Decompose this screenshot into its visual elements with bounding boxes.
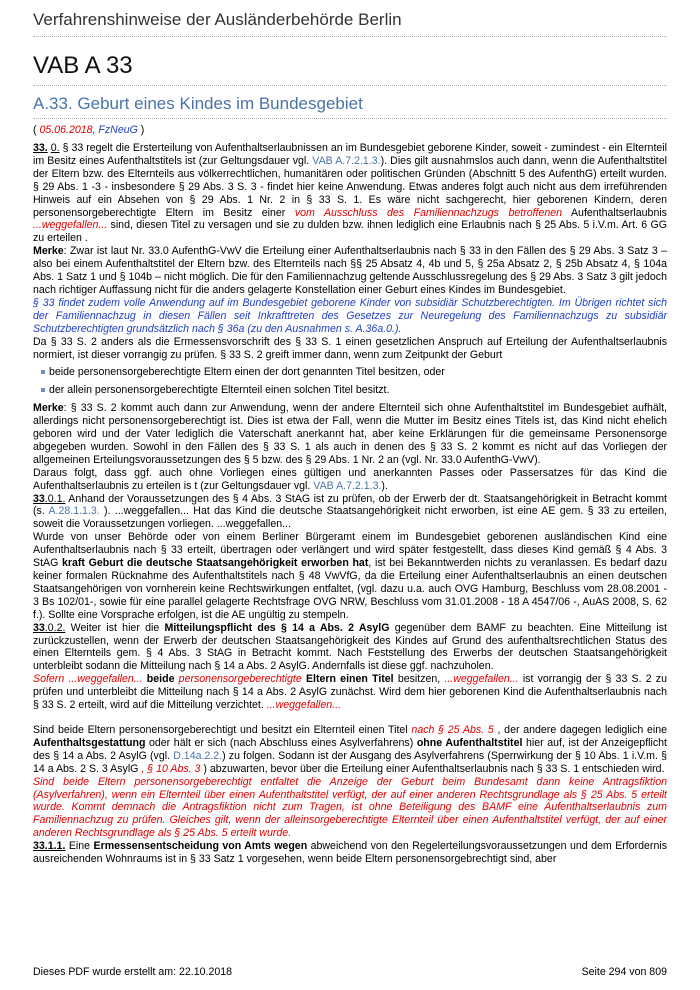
- merke-label: Merke: [33, 402, 64, 415]
- bold-text: Aufenthaltsgestattung: [33, 736, 146, 749]
- text: Anhand der Voraussetzungen des § 4 Abs. 3 StAG ist zu prüfen, ob der Erwerb der dt. Staatsangehörigkeit in Betracht kommt (s.: [33, 492, 667, 518]
- change-date-line: [33, 124, 144, 136]
- paragraph-anspruch: Da § 33 S. 2 anders als die Ermessensvorschrift des § 33 S. 1 einen gesetzlichen Anspruch auf Erteilung der Aufenthaltserlaubnis normiert, ist dieser vorrangig zu prüfen. § 33 S. 2 greift immer dann, wenn zum Zeitpunkt der Geburt: [33, 335, 667, 361]
- spacer: [33, 712, 667, 724]
- removed-marker: ...weggefallen...: [33, 219, 108, 232]
- date-open: (: [33, 124, 40, 136]
- para-number: 33.1.1.: [33, 840, 66, 853]
- paragraph-sofern: [33, 673, 667, 712]
- bold-text: Ermessensentscheidung von Amts wegen: [93, 840, 308, 853]
- bullet-text: beide personensorgeberechtigte Eltern einen der dort genannten Titel besitzen, oder: [49, 366, 445, 379]
- paragraph-wurde: [33, 531, 667, 621]
- bold-text: Eltern einen Titel: [301, 673, 394, 686]
- text: ). ...weggefallen... Hat das Kind die deutsche Staatsangehörigkeit nicht erworben, ist eine AE gem. § 33 zu erteilen, soweit die Voraussetzungen vorliegen. ...weggefallen...: [33, 505, 667, 531]
- para-number: 33: [33, 492, 45, 505]
- text: Aufenthaltserlaubnis: [562, 206, 667, 219]
- text: gegenüber dem BAMF zu beachten. Eine Mitteilung ist zurückzustellen, wenn der Erwerb der deutschen Staatsangehörigkeit des Kindes auf Grund des aufenthaltsrechtlichen Status des einen Elternteils gem. § 4 Abs. 3 StAG in Betracht kommt. Nach Feststellung des Erwerbs der deutschen Staatsangehörigkeit unterbleibt sodann die Mitteilung nach § 14 a Abs. 2 AsylG. Andernfalls ist diese ggf. nachzuholen.: [33, 621, 667, 673]
- para-number: 33.: [33, 142, 48, 154]
- text: oder hält er sich (nach Abschluss eines Asylverfahrens): [145, 736, 417, 749]
- merke-label: Merke: [33, 245, 64, 258]
- document-header: Verfahrenshinweise der Ausländerbehörde Berlin: [33, 10, 667, 37]
- text: ist vorrangig der § 33 S. 2 zu prüfen und unterbleibt die Mitteilung nach § 14 a Abs. 2 AsylG zunächst. Wird dem hier geborenen Kind die Aufenthaltserlaubnis nach § 33 S. 2 erteilt, wird auf die Mitteilung verzichtet.: [33, 673, 667, 712]
- text: : Zwar ist laut Nr. 33.0 AufenthG-VwV die Erteilung einer Aufenthaltserlaubnis nach § 33 in den Fällen des § 29 Abs. 3 Satz 3 – also bei einem Aufenthaltstitel der Eltern bzw. des Elternteils nach §§ 25 Absatz 4, 4b und 5, § 25a Absatz 2, § 25b Absatz 4, § 104a Abs. 1 Satz 1 und § 104b – nicht möglich. Die für den Familiennachzug geltende Ausschlussregelung des § 29 Abs. 3 Satz 3 gilt jedoch nach richtiger Auffassung nicht für die anders gelagerte Konstellation einer Geburt eines Kindes im Bundesgebiet.: [33, 245, 667, 296]
- text: : § 33 S. 2 kommt auch dann zur Anwendung, wenn der andere Elternteil sich ohne Aufenthaltstitel im Bundesgebiet aufhält, allerdings nicht personensorgeberechtigt ist. Dies ist etwa der Fall, wenn die Mutter im Besitz eines Titels ist, das Kind nicht ehelich geboren wird und der Vater lediglich die Vaterschaft anerkannt hat, aber keine Erklärungen für die gemeinsame Personensorge abgegeben wurden. Sowohl in den Fällen des § 33 S. 1 als auch in denen des § 33 S. 2 kommt es nicht auf das Vorliegen der allgemeinen Erteilungsvoraussetzungen des § 5 bzw. des § 29 Abs. 1 Nr. 2 an (vgl. Nr. 33.0 AufenthG-VwV).: [33, 402, 667, 466]
- paragraph-sind: [33, 724, 667, 776]
- merke-note-1: [33, 245, 667, 297]
- text: , ist bei Bekanntwerden nichts zu veranlassen. Es bedarf dazu keiner formalen Rücknahme des Aufenthaltstitels nach § 48 VwVfG, da die Erteilung einer Aufenthaltserlaubnis an einen deutschen Staatsangehörigen von vornherein keine Rechtswirkungen entfaltet, (vgl. dazu u.a. auch OVG Hamburg, Beschluss vom 28.08.2001 - 3 Bs 102/01-, sowie für eine parallel gelagerte Rechtsfrage OVG NRW, Beschluss vom 31.01.2008 - 18 A 4547/06 -, AuAS 2008, S. 62 f.). Sollte eine Vorsprache erfolgen, ist die AE ungültig zu stempeln.: [33, 557, 667, 621]
- amended-text: nach § 25 Abs. 5: [411, 723, 494, 736]
- new-provision-paragraph: § 33 findet zudem volle Anwendung auf im Bundesgebiet geborene Kinder von subsidiär Schutzberechtigten. Im Übrigen richtet sich der Familiennachzug in diesen Fällen seit Inkrafttreten des Gesetzes zur Neuregelung des Familiennachzugs zu subsidiär Schutzberechtigten grundsätzlich nach § 36a (zu den Ausnahmen s. A.36a.0.).: [33, 296, 667, 335]
- amended-text: Sofern ...weggefallen...: [33, 673, 143, 686]
- text: ). Dies gilt ausnahmslos auch dann, wenn die Aufenthaltstitel der Eltern bzw. des Elternteils aus völkerrechtlichen, humanitären oder politischen Gründen (Abschnitt 5 des AufenthG) erteilt wurden. § 29 Abs. 1 -3 - insbesondere § 29 Abs. 3 S. 3 - findet hier keine Anwendung. Etwas anderes folgt auch nicht aus dem irreführenden Hinweis auf ein Absehen von § 29 Abs. 1 Nr. 2 in § 33 S. 1. Es wäre nicht sachgerecht, hier geborenen Kindern, deren personensorgeberechtigte Eltern im Besitz einer: [33, 154, 667, 219]
- bullet-item: [41, 384, 667, 397]
- bold-text: beide: [142, 673, 179, 686]
- paragraph-33-0-1: [33, 493, 667, 532]
- change-date: 05.06.2018,: [39, 124, 96, 136]
- text: besitzen,: [393, 673, 445, 686]
- text: ) abzuwarten, bevor über die Erteilung einer Aufenthaltserlaubnis nach § 33 S. 1 entschieden wird.: [200, 762, 665, 775]
- paragraph-33-0-2: [33, 622, 667, 674]
- date-close: ): [137, 124, 145, 136]
- text: sind, diesen Titel zu versagen und sie zu dulden bzw. ihnen lediglich eine Erlaubnis nach § 25 Abs. 5 i.V.m. Art. 6 GG zu erteilen .: [33, 219, 667, 245]
- reference-link[interactable]: VAB A.7.2.1.3.: [312, 154, 381, 167]
- bold-text: Mitteilungspflicht des § 14 a Abs. 2 AsylG: [164, 621, 390, 634]
- text: , der andere dagegen lediglich eine: [493, 723, 667, 736]
- paragraph-daraus: [33, 467, 667, 493]
- section-subtitle: A.33. Geburt eines Kindes im Bundesgebiet: [33, 94, 667, 119]
- amended-text: vom Ausschluss des Familiennachzugs betroffenen: [294, 206, 563, 219]
- reference-link[interactable]: VAB A.7.2.1.3.: [313, 479, 382, 492]
- text: hier auf, ist der Anzeigepflicht des § 14 a Abs. 2 AsylG (vgl.: [33, 736, 667, 762]
- amended-text: personensorgeberechtigte: [178, 673, 302, 686]
- para-subnumber: .0.1.: [44, 492, 66, 505]
- text: Daraus folgt, dass ggf. auch ohne Vorliegen eines gültigen und anerkannten Passes oder Passersatzes für das Kind die Aufenthaltserlaubnis zu erteilen is t (zur Geltungsdauer vgl.: [33, 466, 667, 492]
- change-tag: FzNeuG: [98, 124, 138, 136]
- footer-page-number: Seite 294 von 809: [581, 966, 667, 978]
- text: Eine: [65, 840, 94, 853]
- bullet-text: der allein personensorgeberechtigte Elternteil einen solchen Titel besitzt.: [49, 384, 390, 397]
- paragraph-33-1-1: [33, 840, 667, 866]
- merke-note-2: [33, 402, 667, 467]
- bullet-item: [41, 366, 667, 379]
- amended-text: , § 10 Abs. 3: [141, 762, 201, 775]
- amended-paragraph: Sind beide Eltern personensorgeberechtigt entfaltet die Anzeige der Geburt beim Bundesamt dann keine Antragsfiktion (Asylverfahren), wenn ein Elternteil über einen Aufenthaltstitel verfügt, der auf einer anderen Rechtsgrundlage als § 25 Abs. 5 erteilt wurde. Kommt demnach die Antragsfiktion nicht zum Tragen, ist ohne Beteiligung des BAMF eine Aufenthaltserlaubnis zum Familiennachzug zu prüfen. Gleiches gilt, wenn der alleinsorgeberechtigte Elternteil über einen Aufenthaltstitel verfügt, der auf einer anderen Rechtsgrundlage als § 25 Abs. 5 erteilt wurde.: [33, 775, 667, 840]
- page-title: VAB A 33: [33, 52, 667, 86]
- page-footer: [33, 966, 667, 978]
- para-number: 33: [33, 621, 45, 634]
- bullet-icon: [41, 388, 45, 392]
- para-subnumber: 0.: [50, 142, 60, 154]
- paragraph-33-0: [33, 142, 667, 245]
- reference-link[interactable]: A.28.1.1.3.: [48, 505, 105, 518]
- text: § 33 regelt die Ersterteilung von Aufenthaltserlaubnissen an im Bundesgebiet geborene Kinder, soweit - zumindest - ein Elternteil im Besitz eines Aufenthaltstitels ist (zur Geltungsdauer vgl.: [33, 142, 667, 167]
- para-subnumber: .0.2.: [44, 621, 66, 634]
- footer-created-date: Dieses PDF wurde erstellt am: 22.10.2018: [33, 966, 233, 978]
- document-body: [33, 142, 667, 866]
- reference-link[interactable]: D.14a.2.2.: [173, 749, 223, 762]
- bold-text: ohne Aufenthaltstitel: [416, 736, 523, 749]
- text: abweichend von den Regelerteilungsvoraussetzungen und dem Erfordernis ausreichenden Wohnraums ist in § 33 Satz 1 vorgesehen, wenn beide Eltern personensorgebrechtigt sind, aber: [33, 840, 668, 866]
- removed-marker: ...weggefallen...: [444, 673, 519, 686]
- bullet-icon: [41, 370, 45, 374]
- text: Weiter ist hier die: [65, 621, 165, 634]
- removed-marker: ...weggefallen...: [266, 699, 341, 712]
- text: ).: [381, 479, 388, 492]
- bold-text: kraft Geburt die deutsche Staatsangehörigkeit erworben hat: [62, 557, 369, 570]
- text: ) zu folgen. Sodann ist der Ausgang des Asylverfahrens (Sperrwirkung der § 10 Abs. 1 i.V.m. § 14 a Abs. 2 S. 3 AsylG: [33, 749, 667, 775]
- text: Wurde von unser Behörde oder von einem Berliner Bürgeramt einem im Bundesgebiet geborenen ausländischen Kind eine Aufenthaltserlaubnis nach § 33 erteilt, übertragen oder verlängert und wird später festgestellt, dass dieses Kind gemäß § 4 Abs. 3 StAG: [33, 531, 667, 570]
- text: Sind beide Eltern personensorgeberechtigt und besitzt ein Elternteil einen Titel: [33, 723, 412, 736]
